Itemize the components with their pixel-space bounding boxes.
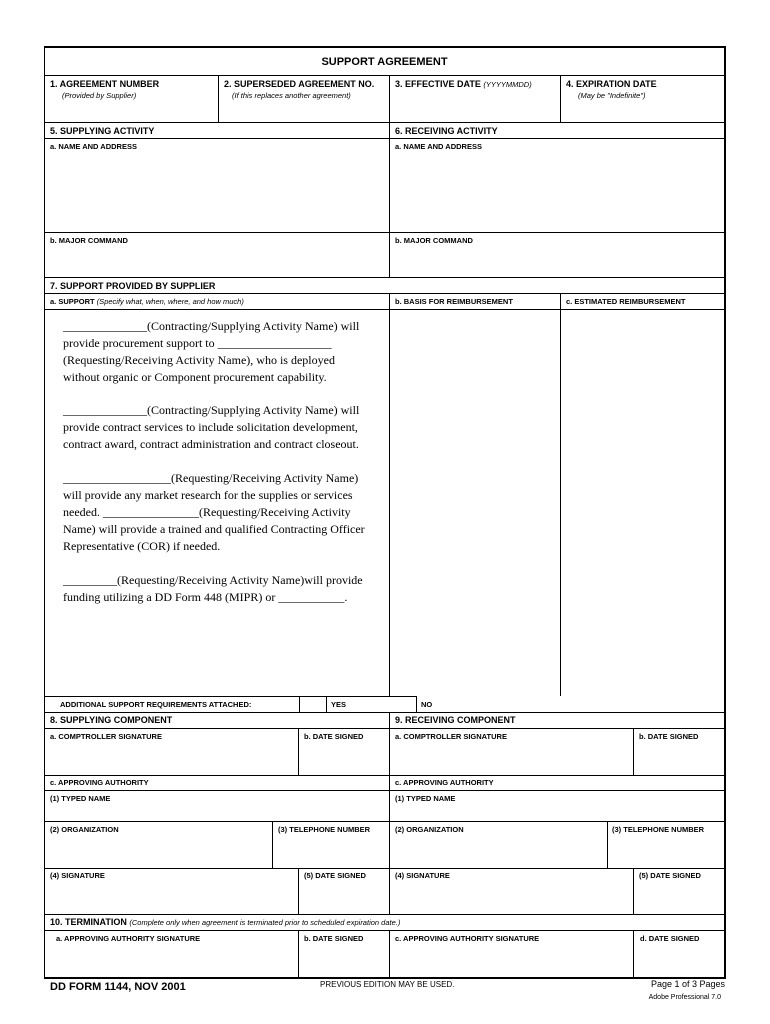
- rule: [44, 122, 725, 123]
- support-line: __________________(Requesting/Receiving Activity Name): [63, 471, 359, 485]
- supplying-comptroller-label: a. COMPTROLLER SIGNATURE: [50, 732, 162, 741]
- receiving-date-signed2-label: (5) DATE SIGNED: [639, 871, 701, 880]
- support-line: _________(Requesting/Receiving Activity Name)will provide: [63, 573, 363, 587]
- receiving-organization-input[interactable]: [390, 836, 606, 867]
- expiration-date-input[interactable]: [561, 102, 723, 121]
- receiving-major-command-input[interactable]: [390, 247, 723, 276]
- supplying-component-label: 8. SUPPLYING COMPONENT: [50, 715, 173, 725]
- termination-b-label: b. DATE SIGNED: [304, 934, 364, 943]
- support-text-area[interactable]: [45, 310, 388, 695]
- rule: [44, 775, 725, 776]
- termination-d-label: d. DATE SIGNED: [640, 934, 700, 943]
- form-title: SUPPORT AGREEMENT: [321, 56, 448, 68]
- supplying-comptroller-signature-input[interactable]: [45, 743, 297, 774]
- expiration-date-label: 4. EXPIRATION DATE: [566, 79, 657, 89]
- receiving-name-address-input[interactable]: [390, 153, 723, 231]
- no-label: NO: [421, 700, 433, 709]
- support-section-label: 7. SUPPORT PROVIDED BY SUPPLIER: [50, 281, 216, 291]
- rule: [44, 138, 725, 139]
- supplying-signature-input[interactable]: [45, 882, 297, 913]
- support-line: Name) will provide a trained and qualified Contracting Officer: [63, 522, 365, 536]
- basis-reimbursement-label: b. BASIS FOR REIMBURSEMENT: [395, 297, 513, 306]
- termination-d-input[interactable]: [634, 945, 723, 976]
- receiving-date-signed-input[interactable]: [634, 743, 723, 774]
- receiving-date-signed2-input[interactable]: [634, 882, 723, 913]
- supplying-telephone-input[interactable]: [273, 836, 388, 867]
- additional-requirements-label: ADDITIONAL SUPPORT REQUIREMENTS ATTACHED:: [60, 700, 252, 709]
- supplying-major-command-input[interactable]: [45, 247, 388, 276]
- receiving-component-label: 9. RECEIVING COMPONENT: [395, 715, 516, 725]
- receiving-telephone-input[interactable]: [608, 836, 723, 867]
- support-line: needed. ________________(Requesting/Receiving Activity: [63, 505, 351, 519]
- supplying-typed-name-label: (1) TYPED NAME: [50, 794, 111, 803]
- agreement-number-label: 1. AGREEMENT NUMBER: [50, 79, 160, 89]
- estimated-reimbursement-input[interactable]: [561, 310, 723, 695]
- effective-date-label: 3. EFFECTIVE DATE (YYYYMMDD): [395, 79, 532, 89]
- agreement-number-input[interactable]: [45, 102, 217, 121]
- receiving-comptroller-signature-input[interactable]: [390, 743, 632, 774]
- support-line: ______________(Contracting/Supplying Activity Name) will: [63, 403, 360, 417]
- rule: [44, 712, 725, 713]
- support-line: funding utilizing a DD Form 448 (MIPR) or ___________.: [63, 590, 348, 604]
- software-note: Adobe Professional 7.0: [648, 994, 721, 1001]
- supplying-date-signed-input[interactable]: [299, 743, 388, 774]
- supplying-name-address-input[interactable]: [45, 153, 388, 231]
- effective-date-input[interactable]: [390, 92, 559, 121]
- estimated-reimbursement-label: c. ESTIMATED REIMBURSEMENT: [566, 297, 686, 306]
- frame-bottom: [44, 977, 726, 979]
- supplying-date-signed2-input[interactable]: [299, 882, 388, 913]
- rule: [44, 696, 390, 697]
- support-label: a. SUPPORT (Specify what, when, where, and how much): [50, 297, 244, 306]
- receiving-activity-label: 6. RECEIVING ACTIVITY: [395, 126, 498, 136]
- termination-c-input[interactable]: [390, 945, 632, 976]
- supplying-date-signed-label: b. DATE SIGNED: [304, 732, 364, 741]
- form-id: DD FORM 1144, NOV 2001: [50, 981, 186, 993]
- receiving-date-signed-label: b. DATE SIGNED: [639, 732, 699, 741]
- receiving-name-address-label: a. NAME AND ADDRESS: [395, 142, 482, 151]
- no-checkbox[interactable]: [390, 696, 417, 713]
- yes-label: YES: [331, 700, 347, 709]
- rule: [44, 728, 725, 729]
- termination-label: 10. TERMINATION (Complete only when agreement is terminated prior to scheduled expiration date.): [50, 917, 401, 927]
- receiving-signature-input[interactable]: [390, 882, 632, 913]
- page-info: Page 1 of 3 Pages: [650, 979, 725, 989]
- superseded-label: 2. SUPERSEDED AGREEMENT NO.: [224, 79, 375, 89]
- supplying-activity-label: 5. SUPPLYING ACTIVITY: [50, 126, 155, 136]
- termination-a-input[interactable]: [45, 945, 297, 976]
- agreement-number-note: (Provided by Supplier): [62, 91, 137, 100]
- rule: [44, 868, 725, 869]
- receiving-telephone-label: (3) TELEPHONE NUMBER: [612, 825, 705, 834]
- support-line: contract award, contract administration and contract closeout.: [63, 437, 359, 451]
- receiving-signature-label: (4) SIGNATURE: [395, 871, 450, 880]
- termination-c-label: c. APPROVING AUTHORITY SIGNATURE: [395, 934, 540, 943]
- rule: [44, 232, 725, 233]
- support-line: provide contract services to include solicitation development,: [63, 420, 358, 434]
- supplying-approving-label: c. APPROVING AUTHORITY: [50, 778, 149, 787]
- support-line: Representative (COR) if needed.: [63, 539, 221, 553]
- rule: [44, 293, 725, 294]
- edition-note: PREVIOUS EDITION MAY BE USED.: [320, 980, 455, 989]
- receiving-approving-label: c. APPROVING AUTHORITY: [395, 778, 494, 787]
- frame-right: [724, 46, 726, 978]
- yes-checkbox[interactable]: [299, 696, 327, 713]
- support-line: without organic or Component procurement capability.: [63, 370, 327, 384]
- receiving-comptroller-label: a. COMPTROLLER SIGNATURE: [395, 732, 507, 741]
- receiving-typed-name-label: (1) TYPED NAME: [395, 794, 456, 803]
- rule: [44, 821, 725, 822]
- support-line: provide procurement support to ___________________: [63, 336, 332, 350]
- termination-b-input[interactable]: [299, 945, 388, 976]
- receiving-organization-label: (2) ORGANIZATION: [395, 825, 464, 834]
- supplying-typed-name-input[interactable]: [45, 805, 388, 820]
- frame-top: [44, 46, 725, 48]
- rule: [44, 930, 725, 931]
- support-line: (Requesting/Receiving Activity Name), who is deployed: [63, 353, 335, 367]
- receiving-major-command-label: b. MAJOR COMMAND: [395, 236, 473, 245]
- supplying-organization-label: (2) ORGANIZATION: [50, 825, 119, 834]
- rule: [44, 277, 725, 278]
- supplying-organization-input[interactable]: [45, 836, 271, 867]
- supplying-signature-label: (4) SIGNATURE: [50, 871, 105, 880]
- support-line: ______________(Contracting/Supplying Activity Name) will: [63, 319, 360, 333]
- supplying-date-signed2-label: (5) DATE SIGNED: [304, 871, 366, 880]
- superseded-note: (If this replaces another agreement): [232, 91, 351, 100]
- rule: [44, 75, 725, 76]
- support-line: will provide any market research for the supplies or services: [63, 488, 353, 502]
- rule: [44, 914, 725, 915]
- supplying-name-address-label: a. NAME AND ADDRESS: [50, 142, 137, 151]
- supplying-major-command-label: b. MAJOR COMMAND: [50, 236, 128, 245]
- rule: [44, 790, 725, 791]
- termination-a-label: a. APPROVING AUTHORITY SIGNATURE: [56, 934, 201, 943]
- supplying-telephone-label: (3) TELEPHONE NUMBER: [278, 825, 371, 834]
- basis-reimbursement-input[interactable]: [390, 310, 559, 695]
- expiration-date-note: (May be "Indefinite"): [578, 91, 646, 100]
- receiving-typed-name-input[interactable]: [390, 805, 723, 820]
- superseded-input[interactable]: [219, 102, 388, 121]
